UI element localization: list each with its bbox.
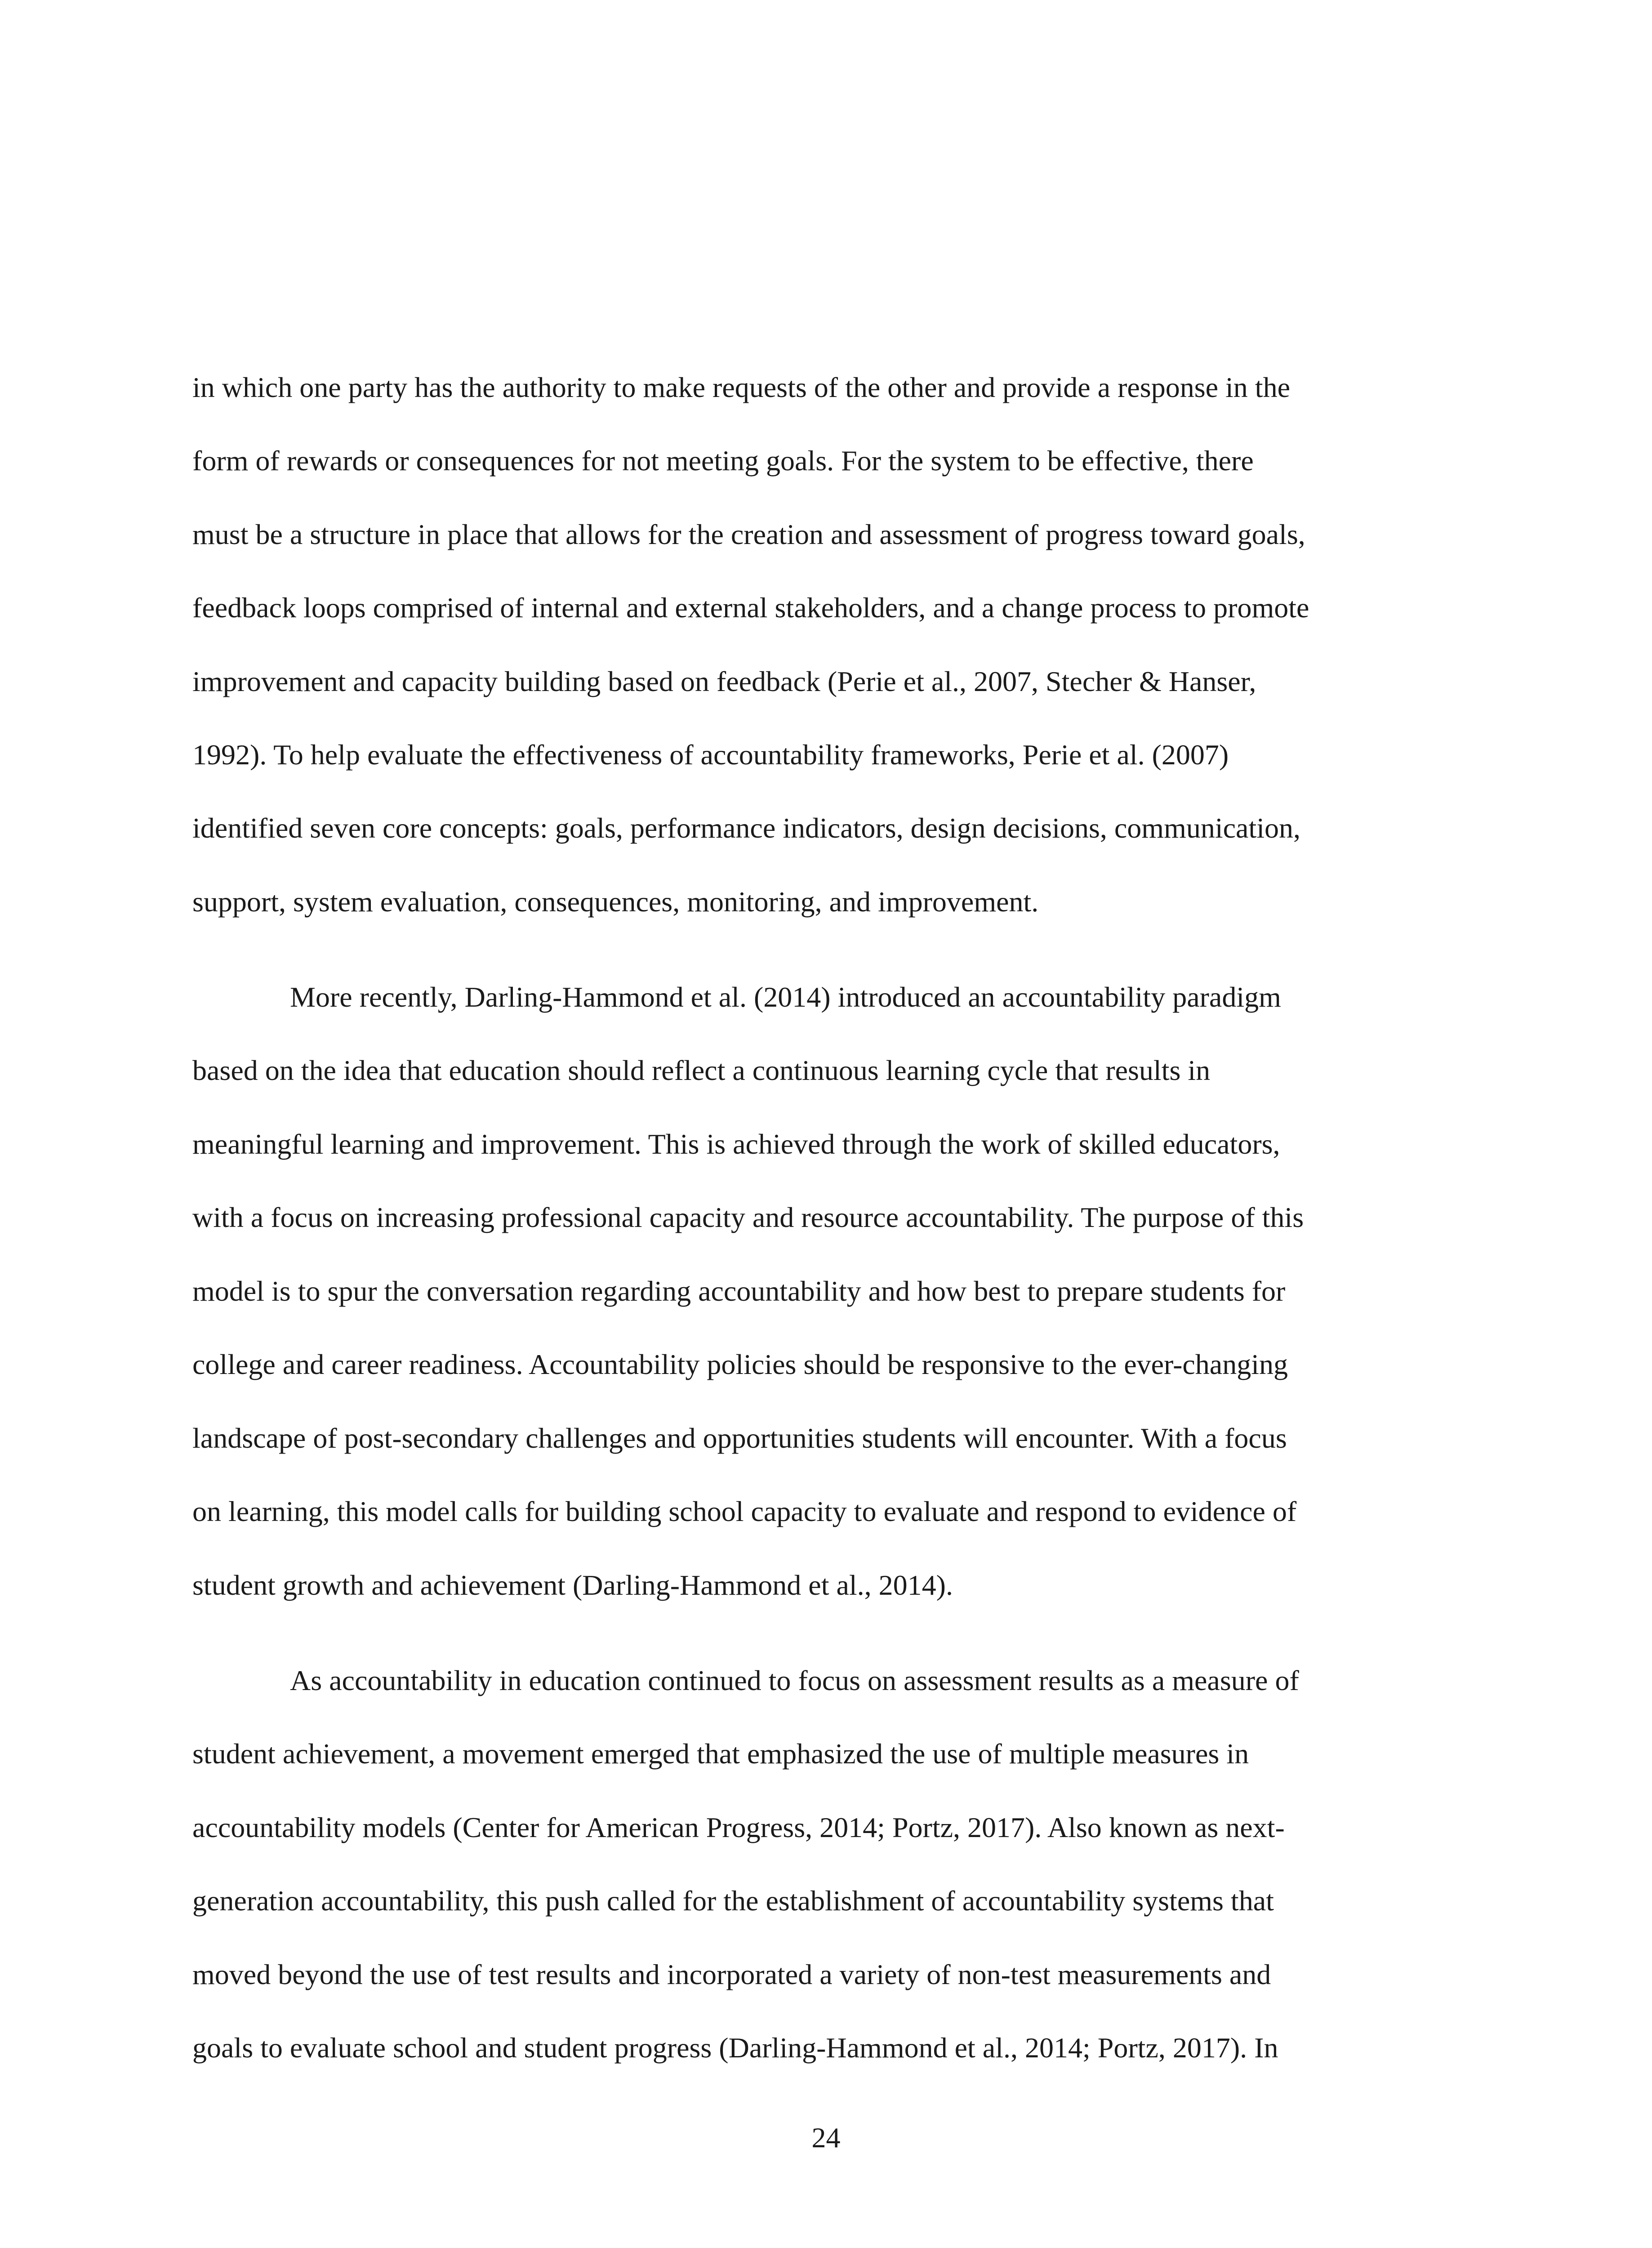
text-line: feedback loops comprised of internal and external stakeholders, and a change process to promote <box>192 592 1309 624</box>
text-line: meaningful learning and improvement. This is achieved through the work of skilled educators, <box>192 1128 1280 1160</box>
text-line: must be a structure in place that allows for the creation and assessment of progress toward goals, <box>192 518 1305 550</box>
text-line: with a focus on increasing professional capacity and resource accountability. The purpose of this <box>192 1201 1304 1233</box>
text-line: model is to spur the conversation regarding accountability and how best to prepare students for <box>192 1275 1286 1307</box>
text-line: support, system evaluation, consequences, monitoring, and improvement. <box>192 886 1039 918</box>
paragraph-first-line: More recently, Darling-Hammond et al. (2014) introduced an accountability paradigm <box>290 981 1281 1013</box>
text-line: form of rewards or consequences for not meeting goals. For the system to be effective, there <box>192 445 1254 477</box>
text-line: student achievement, a movement emerged that emphasized the use of multiple measures in <box>192 1738 1249 1770</box>
paragraph-first-line: As accountability in education continued to focus on assessment results as a measure of <box>290 1664 1299 1696</box>
text-line: improvement and capacity building based on feedback (Perie et al., 2007, Stecher & Hanser, <box>192 665 1256 697</box>
text-line: landscape of post-secondary challenges and opportunities students will encounter. With a focus <box>192 1422 1287 1454</box>
text-line: student growth and achievement (Darling-Hammond et al., 2014). <box>192 1569 953 1601</box>
text-line: identified seven core concepts: goals, performance indicators, design decisions, communication, <box>192 812 1300 844</box>
text-line: 1992). To help evaluate the effectiveness of accountability frameworks, Perie et al. (2007) <box>192 739 1229 771</box>
text-line: college and career readiness. Accountability policies should be responsive to the ever-changing <box>192 1348 1288 1380</box>
page-number: 24 <box>811 2122 841 2154</box>
text-line: generation accountability, this push called for the establishment of accountability systems that <box>192 1885 1274 1917</box>
text-line: on learning, this model calls for building school capacity to evaluate and respond to evidence of <box>192 1495 1297 1527</box>
text-line: moved beyond the use of test results and incorporated a variety of non-test measurements and <box>192 1958 1271 1990</box>
text-line: based on the idea that education should reflect a continuous learning cycle that results in <box>192 1054 1211 1086</box>
text-line: goals to evaluate school and student progress (Darling-Hammond et al., 2014; Portz, 2017). In <box>192 2032 1278 2064</box>
text-line: accountability models (Center for American Progress, 2014; Portz, 2017). Also known as next- <box>192 1811 1285 1843</box>
text-line: in which one party has the authority to make requests of the other and provide a response in the <box>192 371 1290 403</box>
